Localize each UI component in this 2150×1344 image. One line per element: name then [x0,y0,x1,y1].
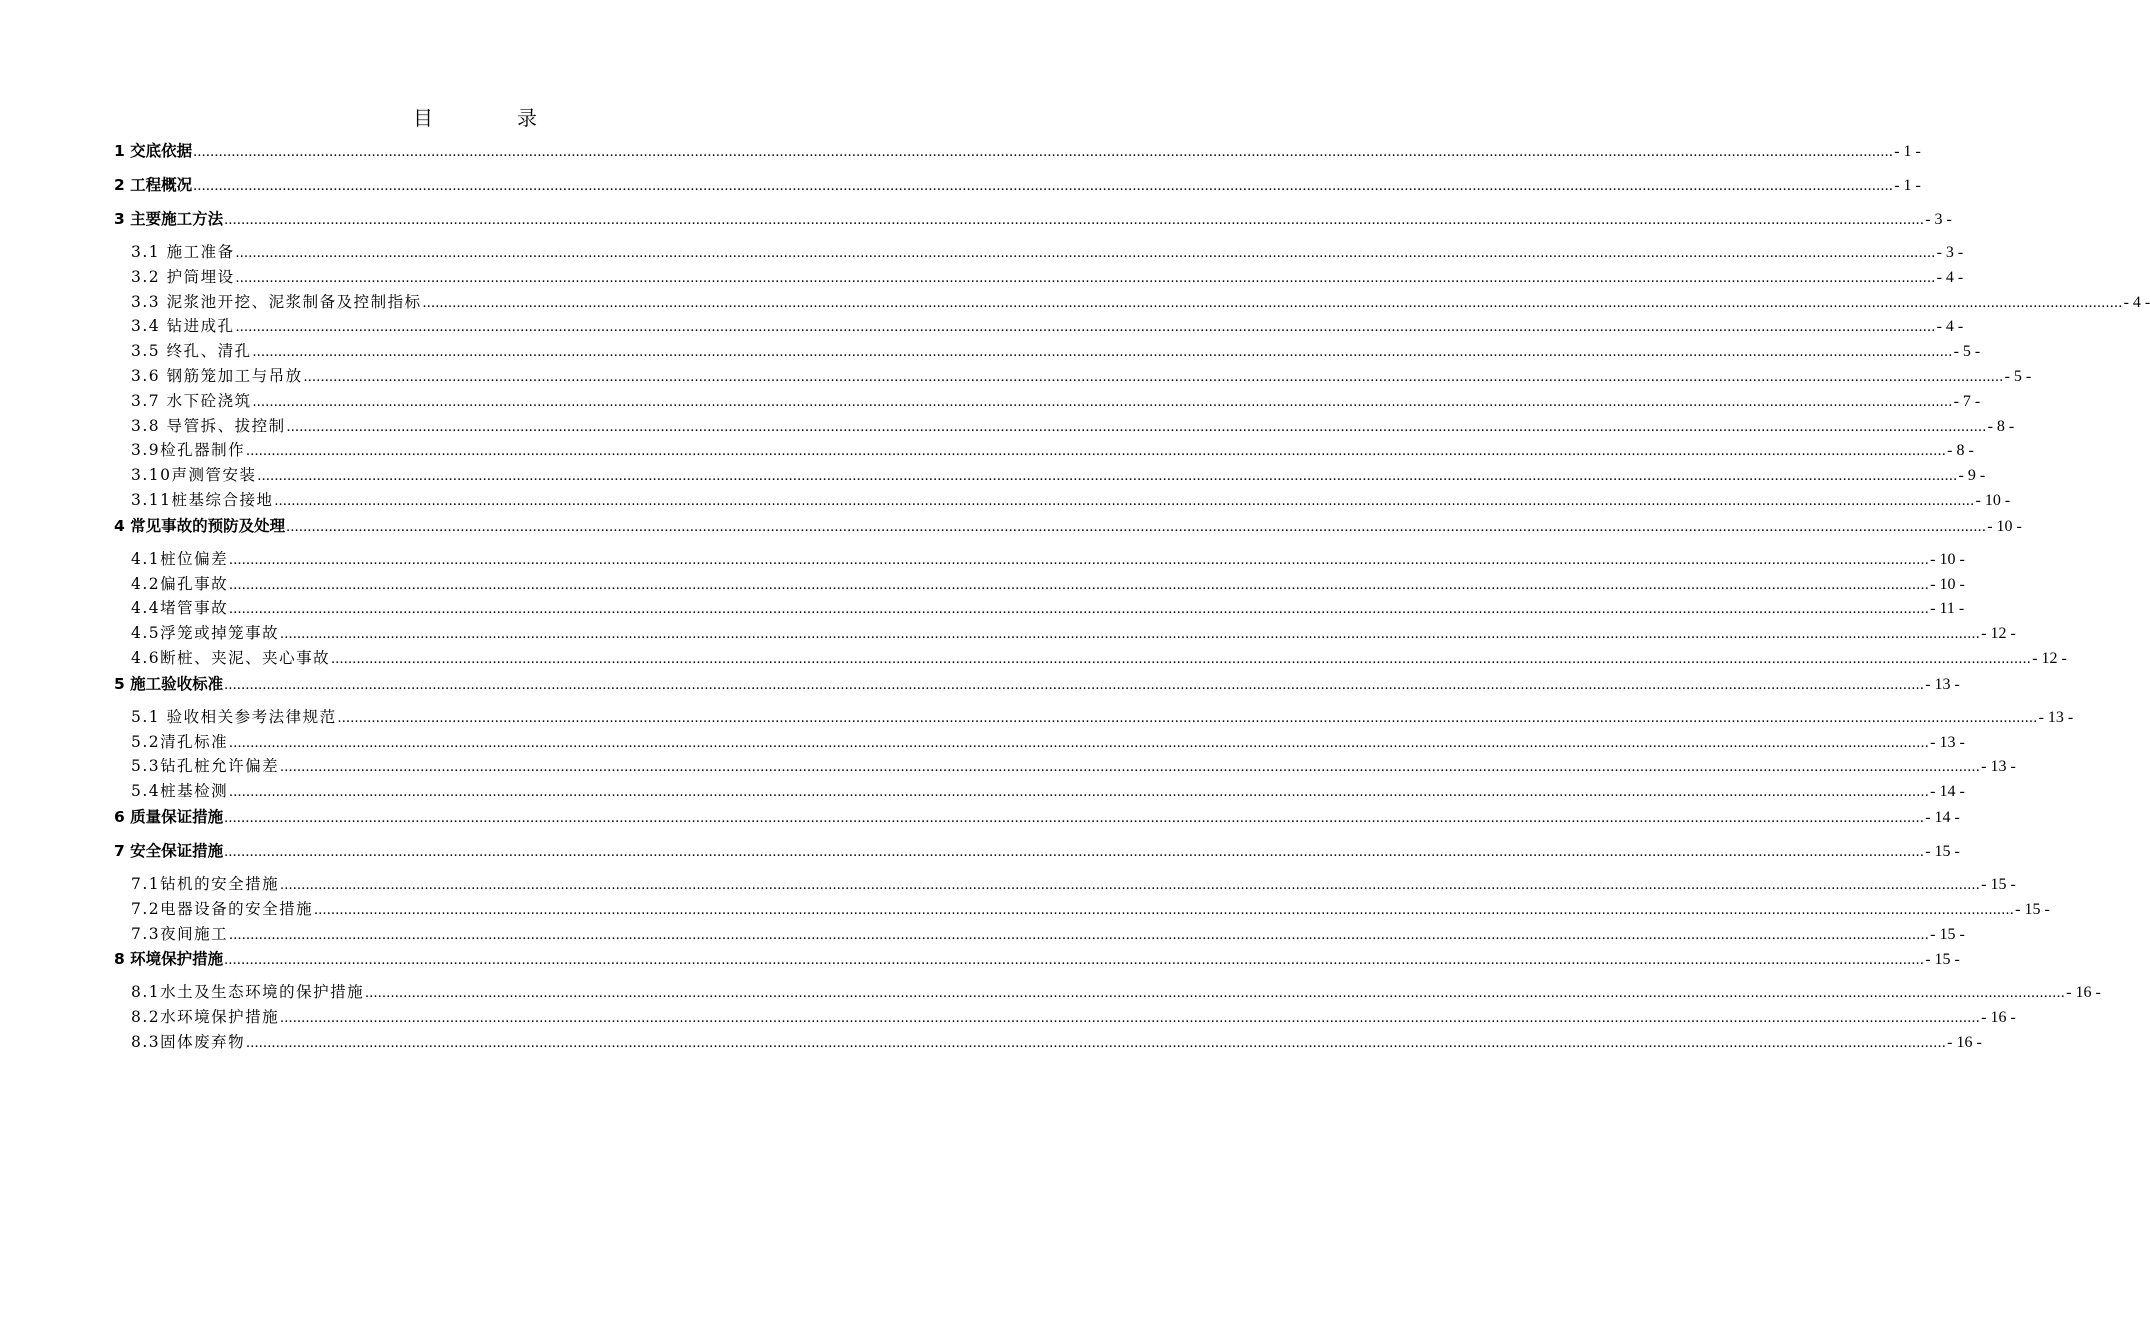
toc-entry-label: 3.9检孔器制作 [131,441,246,460]
toc-dot-leader: ................................................................................................................................................................................................................................................................................................................................................................................................................ [229,601,1930,618]
toc-dot-leader: ................................................................................................................................................................................................................................................................................................................................................................................................................ [224,809,1925,826]
toc-dot-leader: ................................................................................................................................................................................................................................................................................................................................................................................................................ [246,443,1947,460]
toc-subsection-entry[interactable] [114,463,1986,488]
toc-page-number: - 3 - [1925,211,1952,228]
toc-entry-label: 8.3固体废弃物 [131,1032,246,1051]
toc-dot-leader: ................................................................................................................................................................................................................................................................................................................................................................................................................ [337,709,2038,726]
toc-page-number: - 11 - [1930,600,1965,618]
toc-page-number: - 10 - [1930,550,1965,568]
toc-entry-label: 3.5 终孔、清孔 [131,342,252,361]
toc-page-number: - 13 - [1930,733,1965,751]
toc-entry-label: 3.4 钻进成孔 [131,317,235,336]
toc-dot-leader: ................................................................................................................................................................................................................................................................................................................................................................................................................ [193,144,1894,160]
toc-subsection-entry[interactable] [114,265,1964,290]
toc-subsection-entry[interactable] [114,438,1974,463]
toc-dot-leader: ................................................................................................................................................................................................................................................................................................................................................................................................................ [229,734,1930,751]
toc-dot-leader: ................................................................................................................................................................................................................................................................................................................................................................................................................ [252,393,1953,410]
toc-page-number: - 10 - [1930,575,1965,593]
toc-dot-leader: ................................................................................................................................................................................................................................................................................................................................................................................................................ [229,551,1930,568]
toc-page-number: - 14 - [1930,783,1965,801]
toc-page-number: - 1 - [1894,143,1921,160]
toc-page-number: - 13 - [1925,675,1960,693]
toc-dot-leader: ................................................................................................................................................................................................................................................................................................................................................................................................................ [235,269,1936,286]
toc-entry-label: 4 常见事故的预防及处理 [114,516,286,535]
toc-dot-leader: ................................................................................................................................................................................................................................................................................................................................................................................................................ [314,901,2015,918]
toc-entry-label: 3.2 护筒埋设 [131,267,235,286]
toc-subsection-entry[interactable] [114,339,1981,364]
toc-dot-leader: ................................................................................................................................................................................................................................................................................................................................................................................................................ [252,344,1953,361]
toc-page-number: - 9 - [1958,467,1986,485]
toc-subsection-entry[interactable] [114,1030,1982,1055]
toc-section-entry[interactable] [114,804,1960,838]
toc-dot-leader: ................................................................................................................................................................................................................................................................................................................................................................................................................ [246,1034,1947,1051]
toc-entry-label: 5.2清孔标准 [131,732,229,751]
toc-page-number: - 4 - [2123,293,2150,311]
toc-page-number: - 5 - [2004,367,2032,385]
toc-subsection-entry[interactable] [114,872,2016,897]
toc-entry-label: 5.4桩基检测 [131,782,229,801]
toc-dot-leader: ................................................................................................................................................................................................................................................................................................................................................................................................................ [280,876,1981,893]
toc-dot-leader: ................................................................................................................................................................................................................................................................................................................................................................................................................ [274,492,1975,509]
toc-page-number: - 7 - [1953,392,1981,410]
toc-entry-label: 7.3夜间施工 [131,924,229,943]
toc-page-number: - 15 - [1981,875,2016,893]
toc-dot-leader: ................................................................................................................................................................................................................................................................................................................................................................................................................ [257,468,1958,485]
toc-subsection-entry[interactable] [114,547,1965,572]
toc-subsection-entry[interactable] [114,596,1965,621]
toc-entry-label: 3.10声测管安装 [131,466,257,485]
toc-page-number: - 15 - [1925,951,1960,969]
toc-dot-leader: ................................................................................................................................................................................................................................................................................................................................................................................................................ [229,576,1930,593]
toc-section-entry[interactable] [114,671,1960,705]
toc-dot-leader: ................................................................................................................................................................................................................................................................................................................................................................................................................ [235,245,1936,261]
toc-entry-label: 3.1 施工准备 [131,243,235,261]
toc-dot-leader: ................................................................................................................................................................................................................................................................................................................................................................................................................ [365,985,2066,1002]
toc-dot-leader: ................................................................................................................................................................................................................................................................................................................................................................................................................ [280,1010,1981,1027]
toc-dot-leader: ................................................................................................................................................................................................................................................................................................................................................................................................................ [280,626,1981,643]
toc-entry-label: 1 交底依据 [114,142,193,160]
toc-subsection-entry[interactable] [114,922,1965,947]
toc-section-entry[interactable] [114,838,1960,872]
toc-entry-label: 6 质量保证措施 [114,807,224,826]
toc-page-number: - 15 - [1925,842,1960,860]
toc-page-number: - 8 - [1987,417,2015,435]
toc-section-entry[interactable] [114,172,1921,206]
toc-dot-leader: ................................................................................................................................................................................................................................................................................................................................................................................................................ [224,952,1925,969]
toc-section-entry[interactable] [114,138,1921,172]
toc-dot-leader: ................................................................................................................................................................................................................................................................................................................................................................................................................ [331,650,2032,667]
toc-subsection-entry[interactable] [114,705,2074,730]
toc-subsection-entry[interactable] [114,897,2050,922]
toc-dot-leader: ................................................................................................................................................................................................................................................................................................................................................................................................................ [229,926,1930,943]
toc-page-number: - 16 - [1947,1033,1982,1051]
toc-dot-leader: ................................................................................................................................................................................................................................................................................................................................................................................................................ [303,368,2004,385]
toc-subsection-entry[interactable] [114,1005,2016,1030]
toc-subsection-entry[interactable] [114,290,2150,315]
toc-entry-label: 5 施工验收标准 [114,674,224,693]
toc-page-number: - 4 - [1936,318,1964,336]
toc-entry-label: 7.1钻机的安全措施 [131,874,280,893]
toc-subsection-entry[interactable] [114,389,1981,414]
table-of-contents [114,138,2150,1055]
toc-page-number: - 5 - [1953,343,1981,361]
toc-dot-leader: ................................................................................................................................................................................................................................................................................................................................................................................................................ [193,178,1894,194]
toc-subsection-entry[interactable] [114,980,2101,1005]
toc-dot-leader: ................................................................................................................................................................................................................................................................................................................................................................................................................ [229,784,1930,801]
toc-page-number: - 15 - [1930,925,1965,943]
toc-subsection-entry[interactable] [114,240,1964,265]
toc-dot-leader: ................................................................................................................................................................................................................................................................................................................................................................................................................ [235,319,1936,336]
toc-section-entry[interactable] [114,206,1952,240]
toc-subsection-entry[interactable] [114,314,1964,339]
toc-dot-leader: ................................................................................................................................................................................................................................................................................................................................................................................................................ [224,843,1925,860]
toc-entry-label: 3.7 水下砼浇筑 [131,391,252,410]
toc-subsection-entry[interactable] [114,488,2011,513]
toc-entry-label: 8.1水土及生态环境的保护措施 [131,983,365,1002]
toc-entry-label: 4.2偏孔事故 [131,574,229,593]
toc-page-number: - 16 - [2066,984,2101,1002]
toc-page-number: - 15 - [2015,900,2050,918]
toc-entry-label: 3.6 钢筋笼加工与吊放 [131,366,303,385]
toc-page-number: - 16 - [1981,1009,2016,1027]
toc-page-number: - 12 - [2032,649,2067,667]
toc-page-number: - 13 - [1981,758,2016,776]
toc-page-number: - 4 - [1936,268,1964,286]
toc-subsection-entry[interactable] [114,572,1965,597]
toc-entry-label: 4.4堵管事故 [131,599,229,618]
toc-entry-label: 5.3钻孔桩允许偏差 [131,757,280,776]
toc-page-number: - 13 - [2038,708,2074,726]
toc-subsection-entry[interactable] [114,364,2032,389]
toc-entry-label: 7 安全保证措施 [114,841,224,860]
toc-page-number: - 10 - [1975,491,2011,509]
toc-subsection-entry[interactable] [114,730,1965,755]
toc-page-number: - 8 - [1947,442,1974,460]
toc-page-number: - 10 - [1987,517,2022,535]
toc-subsection-entry[interactable] [114,646,2067,671]
toc-entry-label: 4.6断桩、夹泥、夹心事故 [131,648,331,667]
toc-subsection-entry[interactable] [114,414,2015,439]
toc-entry-label: 8 环境保护措施 [114,950,224,969]
toc-entry-label: 3.3 泥浆池开挖、泥浆制备及控制指标 [131,292,422,311]
toc-subsection-entry[interactable] [114,779,1965,804]
toc-entry-label: 3.11桩基综合接地 [131,490,274,509]
toc-page-number: - 1 - [1894,177,1921,194]
page-title: 目 录 [413,106,569,130]
toc-dot-leader: ................................................................................................................................................................................................................................................................................................................................................................................................................ [224,212,1925,228]
toc-section-entry[interactable] [114,513,2022,547]
toc-entry-label: 4.5浮笼或掉笼事故 [131,624,280,643]
toc-page-number: - 14 - [1925,808,1960,826]
toc-dot-leader: ................................................................................................................................................................................................................................................................................................................................................................................................................ [286,418,1987,435]
toc-entry-label: 8.2水环境保护措施 [131,1008,280,1027]
toc-page-number: - 3 - [1936,244,1964,261]
toc-entry-label: 3.8 导管拆、拔控制 [131,416,286,435]
toc-dot-leader: ................................................................................................................................................................................................................................................................................................................................................................................................................ [280,759,1981,776]
toc-entry-label: 7.2电器设备的安全措施 [131,899,314,918]
toc-page-number: - 12 - [1981,625,2016,643]
toc-entry-label: 5.1 验收相关参考法律规范 [131,707,337,726]
toc-dot-leader: ................................................................................................................................................................................................................................................................................................................................................................................................................ [224,676,1925,693]
toc-subsection-entry[interactable] [114,754,2016,779]
toc-entry-label: 4.1桩位偏差 [131,549,229,568]
toc-dot-leader: ................................................................................................................................................................................................................................................................................................................................................................................................................ [286,518,1987,535]
toc-section-entry[interactable] [114,946,1960,980]
toc-subsection-entry[interactable] [114,621,2016,646]
toc-dot-leader: ................................................................................................................................................................................................................................................................................................................................................................................................................ [422,294,2123,311]
toc-entry-label: 3 主要施工方法 [114,210,224,228]
toc-entry-label: 2 工程概况 [114,176,193,194]
